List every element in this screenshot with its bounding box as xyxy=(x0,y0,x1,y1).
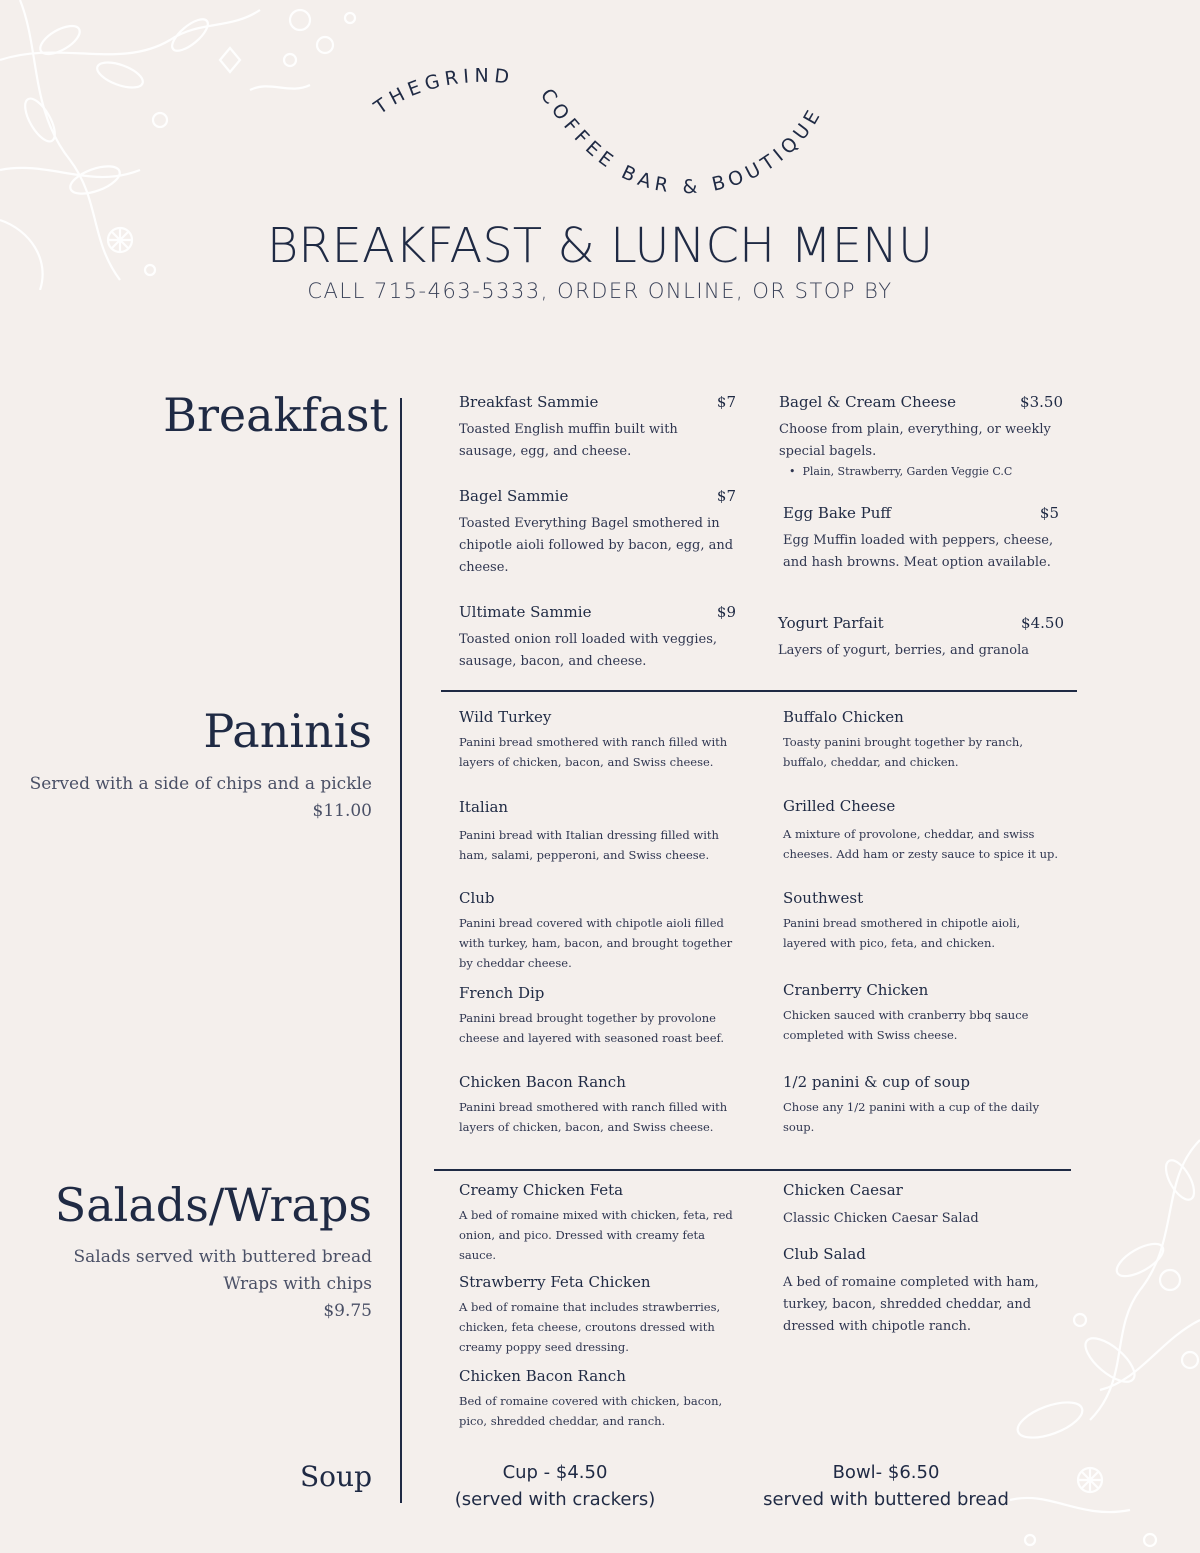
bullet-text: Plain, Strawberry, Garden Veggie C.C xyxy=(802,465,1013,478)
soup-cup-price: Cup - $4.50 xyxy=(502,1462,608,1483)
item-name: Creamy Chicken Feta xyxy=(459,1181,624,1199)
item-description: Chicken sauced with cranberry bbq sauce completed with Swiss cheese. xyxy=(783,1008,1029,1042)
item-name: Buffalo Chicken xyxy=(783,708,904,726)
menu-item xyxy=(783,1245,1063,1338)
soup-cup xyxy=(440,1459,670,1513)
divider-paninis-salads xyxy=(434,1169,1071,1171)
menu-item xyxy=(459,487,736,579)
item-description: Bed of romaine covered with chicken, bacon, pico, shredded cheddar, and ranch. xyxy=(459,1394,723,1428)
item-name: Italian xyxy=(459,798,509,816)
menu-item xyxy=(459,889,739,973)
item-price: $4.50 xyxy=(1021,614,1064,632)
item-description: Panini bread smothered in chipotle aioli, layered with pico, feta, and chicken. xyxy=(783,916,1021,950)
menu-item xyxy=(459,708,739,772)
item-name: Egg Bake Puff xyxy=(783,504,892,522)
item-name: Grilled Cheese xyxy=(783,797,896,815)
soup-bowl-price: Bowl- $6.50 xyxy=(832,1462,940,1483)
menu-item xyxy=(459,1181,739,1265)
item-price: $7 xyxy=(716,487,736,505)
item-name: Chicken Bacon Ranch xyxy=(459,1073,626,1091)
paninis-price: $11.00 xyxy=(312,801,372,821)
item-description: Egg Muffin loaded with peppers, cheese, and hash browns. Meat option available. xyxy=(783,533,1054,570)
menu-item xyxy=(459,603,736,673)
menu-item xyxy=(779,393,1063,478)
brand-subtitle: COFFEE BAR & BOUTIQUE xyxy=(535,84,827,199)
brand-name: THEGRIND xyxy=(370,64,516,119)
vertical-divider xyxy=(400,398,402,1503)
item-name: Breakfast Sammie xyxy=(459,393,599,411)
menu-item xyxy=(459,798,739,865)
salads-price: $9.75 xyxy=(323,1301,372,1321)
menu-item xyxy=(783,504,1059,574)
item-name: Bagel & Cream Cheese xyxy=(779,393,957,411)
item-description: Toasted Everything Bagel smothered in chipotle aioli followed by bacon, egg, and cheese. xyxy=(459,516,734,575)
menu-item xyxy=(783,708,1063,772)
item-description: Panini bread smothered with ranch filled with layers of chicken, bacon, and Swiss cheese. xyxy=(459,735,728,769)
menu-item xyxy=(783,981,1063,1045)
salads-note: Salads served with buttered bread xyxy=(73,1247,372,1267)
item-description: Panini bread brought together by provolone cheese and layered with seasoned roast beef. xyxy=(459,1011,725,1045)
brand-logo-arc xyxy=(360,55,860,215)
item-description: Classic Chicken Caesar Salad xyxy=(783,1211,979,1226)
divider-breakfast-paninis xyxy=(441,690,1077,692)
item-description: Toasted onion roll loaded with veggies, sausage, bacon, and cheese. xyxy=(459,632,718,669)
soup-bowl-note: served with buttered bread xyxy=(763,1489,1009,1510)
item-name: French Dip xyxy=(459,984,545,1002)
menu-item xyxy=(459,1367,739,1431)
menu-item xyxy=(459,1073,739,1137)
item-name: Wild Turkey xyxy=(459,708,552,726)
menu-item xyxy=(459,393,736,463)
item-name: Cranberry Chicken xyxy=(783,981,929,999)
menu-item xyxy=(459,984,739,1048)
wraps-note: Wraps with chips xyxy=(223,1274,372,1294)
section-title-breakfast: Breakfast xyxy=(163,388,388,442)
item-description: Choose from plain, everything, or weekly special bagels. xyxy=(779,422,1051,459)
item-name: Bagel Sammie xyxy=(459,487,569,505)
item-name: Southwest xyxy=(783,889,864,907)
menu-item xyxy=(783,1181,1063,1230)
paninis-note: Served with a side of chips and a pickle xyxy=(29,774,372,794)
item-description: A bed of romaine that includes strawberries, chicken, feta cheese, croutons dressed with creamy poppy seed dressing. xyxy=(459,1300,721,1354)
menu-item xyxy=(459,1273,739,1357)
item-name: Club Salad xyxy=(783,1245,866,1263)
item-description: A bed of romaine completed with ham, turkey, bacon, shredded cheddar, and dressed with chipotle ranch. xyxy=(783,1275,1039,1334)
section-title-salads-wraps: Salads/Wraps xyxy=(54,1178,372,1232)
menu-item xyxy=(783,797,1063,864)
item-name: Ultimate Sammie xyxy=(459,603,592,621)
menu-item xyxy=(778,614,1064,662)
item-description: Toasty panini brought together by ranch, buffalo, cheddar, and chicken. xyxy=(783,735,1023,769)
item-description: Chose any 1/2 panini with a cup of the daily soup. xyxy=(783,1100,1040,1134)
item-bullet: • Plain, Strawberry, Garden Veggie C.C xyxy=(789,465,1013,478)
item-name: Chicken Bacon Ranch xyxy=(459,1367,626,1385)
item-description: Panini bread covered with chipotle aioli filled with turkey, ham, bacon, and brought together by cheddar cheese. xyxy=(459,916,733,970)
menu-title: BREAKFAST & LUNCH MENU xyxy=(266,218,934,274)
item-price: $7 xyxy=(716,393,736,411)
item-name: Yogurt Parfait xyxy=(778,614,884,632)
menu-item xyxy=(783,1073,1063,1137)
item-price: $5 xyxy=(1039,504,1059,522)
item-description: Panini bread with Italian dressing filled with ham, salami, pepperoni, and Swiss cheese. xyxy=(459,828,719,862)
item-description: A mixture of provolone, cheddar, and swiss cheeses. Add ham or zesty sauce to spice it up. xyxy=(783,827,1058,861)
item-description: A bed of romaine mixed with chicken, feta, red onion, and pico. Dressed with creamy feta sauce. xyxy=(459,1208,733,1262)
section-title-paninis: Paninis xyxy=(203,704,372,758)
item-name: Chicken Caesar xyxy=(783,1181,903,1199)
item-price: $3.50 xyxy=(1020,393,1063,411)
menu-subtitle: CALL 715-463-5333, ORDER ONLINE, OR STOP BY xyxy=(307,279,893,303)
item-price: $9 xyxy=(716,603,736,621)
item-name: Strawberry Feta Chicken xyxy=(459,1273,651,1291)
item-description: Toasted English muffin built with sausage, egg, and cheese. xyxy=(459,422,678,459)
item-name: 1/2 panini & cup of soup xyxy=(783,1073,971,1091)
menu-item xyxy=(783,889,1063,953)
soup-cup-note: (served with crackers) xyxy=(454,1489,656,1510)
soup-bowl xyxy=(750,1459,1022,1513)
item-description: Panini bread smothered with ranch filled with layers of chicken, bacon, and Swiss cheese. xyxy=(459,1100,728,1134)
item-description: Layers of yogurt, berries, and granola xyxy=(778,643,1029,658)
section-title-soup: Soup xyxy=(300,1460,372,1493)
item-name: Club xyxy=(459,889,495,907)
